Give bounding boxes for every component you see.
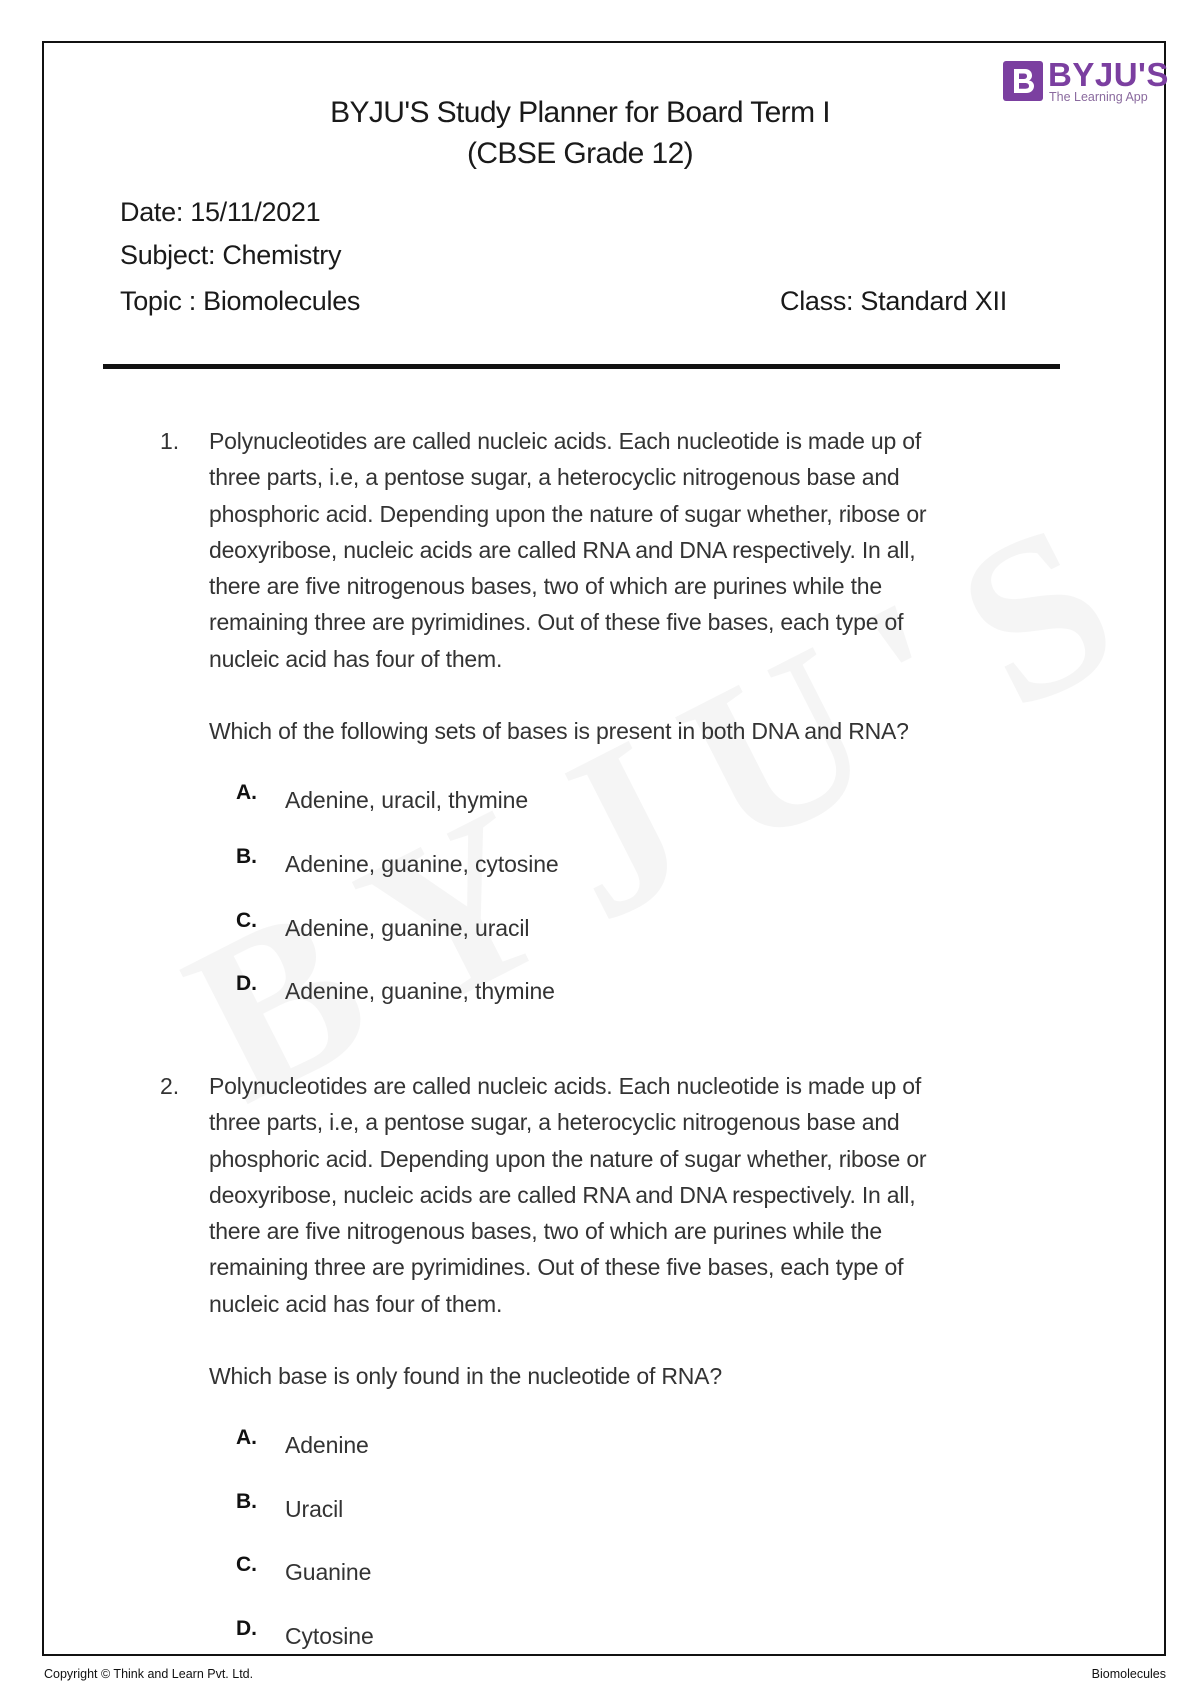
option-c[interactable] <box>0 1553 900 1593</box>
subject-label: Subject: Chemistry <box>120 240 342 270</box>
header-divider <box>103 364 1060 369</box>
title-line-1: BYJU'S Study Planner for Board Term I <box>330 96 830 129</box>
option-d[interactable] <box>0 1617 900 1657</box>
option-text: Guanine <box>285 1559 372 1585</box>
question-prompt: Which base is only found in the nucleotide of RNA? <box>209 1363 722 1389</box>
option-text: Adenine, guanine, uracil <box>285 915 530 941</box>
option-d[interactable] <box>0 972 900 1012</box>
logo-brand-text: BYJU'S <box>1048 56 1169 93</box>
option-letter: C. <box>236 909 257 932</box>
option-a[interactable] <box>0 1426 900 1466</box>
question-prompt: Which of the following sets of bases is present in both DNA and RNA? <box>209 718 909 744</box>
topic-label: Topic : Biomolecules <box>120 286 361 316</box>
option-letter: B. <box>236 845 257 868</box>
class-label: Class: Standard XII <box>780 286 1007 316</box>
option-b[interactable] <box>0 845 900 885</box>
option-text: Adenine, uracil, thymine <box>285 787 529 813</box>
option-letter: B. <box>236 1490 257 1513</box>
option-text: Cytosine <box>285 1623 374 1649</box>
option-letter: D. <box>236 1617 257 1640</box>
title-line-2: (CBSE Grade 12) <box>466 137 694 170</box>
option-a[interactable] <box>0 781 900 821</box>
footer-topic: Biomolecules <box>1091 1667 1166 1681</box>
option-letter: A. <box>236 781 257 804</box>
date-label: Date: 15/11/2021 <box>120 197 321 227</box>
option-letter: C. <box>236 1553 257 1576</box>
option-letter: D. <box>236 972 257 995</box>
option-text: Adenine, guanine, thymine <box>285 978 555 1004</box>
question-passage: Polynucleotides are called nucleic acids. Each nucleotide is made up of three parts, i.e, a pentose sugar, a heterocyclic nitrogenous base and phosphoric acid. Depending upon the nature of sugar whether, ribose or deoxyribose, nucleic acids are called RNA and DNA respectively. In all, there are five nitrogenous bases, two of which are purines while the remaining three are pyrimidines. Out of these five bases, each type of nucleic acid has four of them. <box>209 1073 927 1317</box>
option-text: Adenine, guanine, cytosine <box>285 851 559 877</box>
question-number: 1. <box>160 428 180 454</box>
question-number: 2. <box>160 1073 180 1099</box>
option-b[interactable] <box>0 1490 900 1530</box>
footer-copyright: Copyright © Think and Learn Pvt. Ltd. <box>44 1667 254 1681</box>
page-title <box>0 92 1160 174</box>
option-c[interactable] <box>0 909 900 949</box>
option-text: Adenine <box>285 1432 369 1458</box>
question-passage: Polynucleotides are called nucleic acids. Each nucleotide is made up of three parts, i.e, a pentose sugar, a heterocyclic nitrogenous base and phosphoric acid. Depending upon the nature of sugar whether, ribose or deoxyribose, nucleic acids are called RNA and DNA respectively. In all, there are five nitrogenous bases, two of which are purines while the remaining three are pyrimidines. Out of these five bases, each type of nucleic acid has four of them. <box>209 428 927 672</box>
logo-tagline: The Learning App <box>1049 90 1148 104</box>
option-text: Uracil <box>285 1496 344 1522</box>
option-letter: A. <box>236 1426 257 1449</box>
